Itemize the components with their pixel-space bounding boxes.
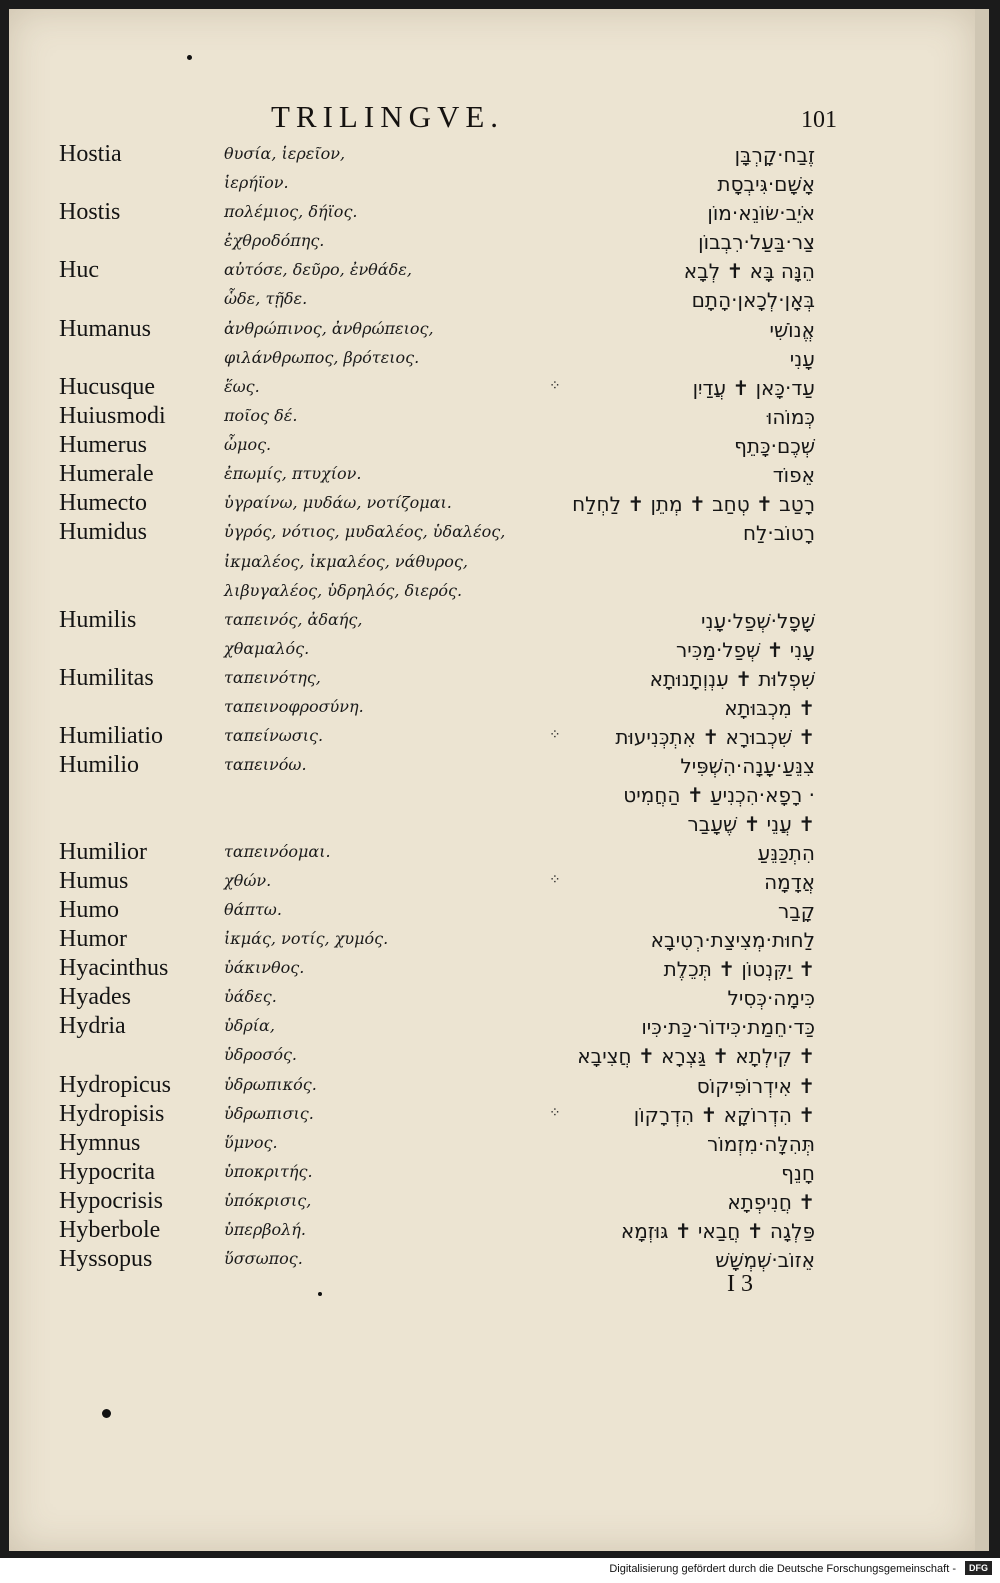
punctuation-mark: ⁘ <box>549 378 561 394</box>
dictionary-row <box>9 228 975 257</box>
dictionary-row <box>9 286 975 315</box>
greek-gloss: ὦμος. <box>224 435 272 454</box>
hebrew-gloss: ✝ חֲנִיפְתָא <box>727 1190 815 1214</box>
hebrew-gloss: ✝ שִׁכְבוּרָא ✝ אִתְכְּנִיעוּת <box>615 725 815 749</box>
hebrew-gloss: שָׁפָל·שְׁפַל·עָנִי <box>701 609 815 633</box>
greek-gloss: ὑδρία, <box>224 1016 275 1035</box>
latin-headword: Humerus <box>59 432 147 458</box>
latin-headword: Hypocrita <box>59 1159 155 1185</box>
latin-headword: Hydropisis <box>59 1101 165 1127</box>
latin-headword: Hostia <box>59 141 122 167</box>
hebrew-gloss: קָבַר <box>777 899 815 923</box>
dictionary-row <box>9 490 975 519</box>
dictionary-row <box>9 316 975 345</box>
dictionary-row <box>9 636 975 665</box>
dictionary-row <box>9 1246 975 1275</box>
greek-gloss: ὑάκινθος. <box>224 958 305 977</box>
running-title: TRILINGVE. <box>271 99 505 134</box>
hebrew-gloss: אָשָׁם·גִּיבְסָת <box>717 172 815 196</box>
ink-dot <box>102 1409 111 1418</box>
hebrew-gloss: חָנֵף <box>781 1161 815 1185</box>
greek-gloss: πολέμιος, δήϊος. <box>224 202 358 221</box>
hebrew-gloss: עָנִי <box>789 347 815 371</box>
greek-gloss: ὑπερβολή. <box>224 1220 306 1239</box>
dictionary-row <box>9 984 975 1013</box>
hebrew-gloss: ✝ יַקִּנְטוֹן ✝ תְּכֵלֶת <box>663 957 815 981</box>
greek-gloss: ποῖος δέ. <box>224 406 298 425</box>
greek-gloss: χθών. <box>224 871 272 890</box>
dictionary-row <box>9 781 975 810</box>
greek-gloss: ὕσσωπος. <box>224 1249 303 1268</box>
footer-credit: Digitalisierung gefördert durch die Deutsche Forschungsgemeinschaft - <box>609 1563 956 1575</box>
punctuation-mark: ⁘ <box>549 872 561 888</box>
latin-headword: Hucusque <box>59 374 155 400</box>
hebrew-gloss: כְּמוֹהוּ <box>766 405 815 429</box>
greek-gloss: ταπεινόομαι. <box>224 842 331 861</box>
dictionary-row <box>9 461 975 490</box>
latin-headword: Humilis <box>59 607 137 633</box>
dictionary-row <box>9 607 975 636</box>
hebrew-gloss: הֵנָּה בָּא ✝ לְבָא <box>683 259 815 283</box>
greek-gloss: ταπεινότης, <box>224 668 321 687</box>
dictionary-row <box>9 694 975 723</box>
hebrew-gloss: בְּאָן·לְכָאן·הָתָם <box>691 288 815 312</box>
greek-gloss: ὑποκριτής. <box>224 1162 313 1181</box>
latin-headword: Hostis <box>59 199 121 225</box>
dictionary-row <box>9 257 975 286</box>
greek-gloss: ταπεινοφροσύνη. <box>224 697 364 716</box>
book-page <box>9 9 975 1551</box>
dictionary-row <box>9 1217 975 1246</box>
latin-headword: Humanus <box>59 316 151 342</box>
dictionary-row <box>9 549 975 578</box>
hebrew-gloss: אֵפוֹד <box>772 463 815 487</box>
hebrew-gloss: זֶבַח·קָרְבָּן <box>734 143 815 167</box>
latin-headword: Hyssopus <box>59 1246 153 1272</box>
dfg-logo: DFG <box>965 1561 992 1575</box>
greek-gloss: ὑδροσός. <box>224 1045 297 1064</box>
greek-gloss: λιβυγαλέος, ὑδρηλός, διερός. <box>224 581 463 600</box>
latin-headword: Huiusmodi <box>59 403 166 429</box>
latin-headword: Humidus <box>59 519 148 545</box>
dictionary-row <box>9 374 975 403</box>
digitization-footer <box>0 1558 1000 1583</box>
dictionary-row <box>9 926 975 955</box>
greek-gloss: αὐτόσε, δεῦρο, ἐνθάδε, <box>224 260 412 279</box>
greek-gloss: θάπτω. <box>224 900 282 919</box>
hebrew-gloss: שְׁכֶם·כָּתֵף <box>734 434 815 458</box>
greek-gloss: ἰκμαλέος, ἰκμαλέος, νάθυρος, <box>224 552 468 571</box>
dictionary-row <box>9 345 975 374</box>
greek-gloss: φιλάνθρωπος, βρότειος. <box>224 348 420 367</box>
latin-headword: Hyades <box>59 984 131 1010</box>
latin-headword: Humerale <box>59 461 154 487</box>
dictionary-row <box>9 1130 975 1159</box>
dictionary-row <box>9 1101 975 1130</box>
signature-mark: I 3 <box>727 1271 753 1297</box>
hebrew-gloss: אֹיֵב·שׂוֹנֵא·מוֹן <box>707 201 815 225</box>
greek-gloss: ταπεινός, ἀδαής, <box>224 610 363 629</box>
dictionary-row <box>9 897 975 926</box>
greek-gloss: χθαμαλός. <box>224 639 310 658</box>
latin-headword: Huc <box>59 257 99 283</box>
dictionary-row <box>9 1042 975 1071</box>
dictionary-row <box>9 1188 975 1217</box>
latin-headword: Hydropicus <box>59 1072 171 1098</box>
hebrew-gloss: צִנֵּעַ·עָנָה·הִשְׁפִּיל <box>680 754 815 778</box>
hebrew-gloss: עָנִי ✝ שְׁפַל·מַכִּיר <box>676 638 815 662</box>
hebrew-gloss: אֵזוֹב·שְׁמְשָׁשׁ <box>715 1248 815 1272</box>
dictionary-row <box>9 199 975 228</box>
page-edge <box>975 9 989 1551</box>
greek-gloss: ἕως. <box>224 377 260 396</box>
greek-gloss: ὧδε, τῇδε. <box>224 289 308 308</box>
dictionary-row <box>9 141 975 170</box>
hebrew-gloss: כִּימָה·כְּסִיל <box>727 986 815 1010</box>
greek-gloss: ἰκμάς, νοτίς, χυμός. <box>224 929 389 948</box>
latin-headword: Hyacinthus <box>59 955 169 981</box>
hebrew-gloss: כַּד·חֵמַת·כִּידוֹר·כַּת·כִּיו <box>641 1015 815 1039</box>
dictionary-row <box>9 1159 975 1188</box>
hebrew-gloss: לַחוּת·מְצִיצַת·רְטִיבָא <box>650 928 815 952</box>
dictionary-row <box>9 1072 975 1101</box>
greek-gloss: ὑπόκρισις, <box>224 1191 312 1210</box>
hebrew-gloss: פַּלְגָה ✝ חֲבַאי ✝ גּוּזְמָא <box>620 1219 815 1243</box>
greek-gloss: ἐχθροδόπης. <box>224 231 325 250</box>
punctuation-mark: ⁘ <box>549 1105 561 1121</box>
hebrew-gloss: ✝ אִידְרוֹפִּיקוֹס <box>696 1074 815 1098</box>
dictionary-row <box>9 723 975 752</box>
greek-gloss: ὑάδες. <box>224 987 277 1006</box>
hebrew-gloss: עַד·כָּאן ✝ עֲדַיִן <box>692 376 815 400</box>
greek-gloss: ταπεινόω. <box>224 755 307 774</box>
dictionary-row <box>9 810 975 839</box>
latin-headword: Humo <box>59 897 119 923</box>
greek-gloss: ἀνθρώπινος, ἀνθρώπειος, <box>224 319 434 338</box>
dictionary-row <box>9 432 975 461</box>
hebrew-gloss: הִתְכַּנֵּעַ <box>757 841 815 865</box>
greek-gloss: ὑγραίνω, μυδάω, νοτίζομαι. <box>224 493 452 512</box>
greek-gloss: ταπείνωσις. <box>224 726 324 745</box>
dictionary-row <box>9 839 975 868</box>
punctuation-mark: ⁘ <box>549 727 561 743</box>
greek-gloss: θυσία, ἱερεῖον, <box>224 144 346 163</box>
ink-dot <box>318 1292 322 1296</box>
hebrew-gloss: ✝ עֲנֵי ✝ שֶׁעָבַר <box>687 812 815 836</box>
dictionary-row <box>9 403 975 432</box>
latin-headword: Humilior <box>59 839 147 865</box>
dictionary-row <box>9 1013 975 1042</box>
latin-headword: Hyberbole <box>59 1217 161 1243</box>
hebrew-gloss: רָטַב ✝ טְחַב ✝ מְתֵן ✝ לַחְלַח <box>572 492 815 516</box>
latin-headword: Hymnus <box>59 1130 141 1156</box>
latin-headword: Humor <box>59 926 127 952</box>
greek-gloss: ἱερήϊον. <box>224 173 289 192</box>
latin-headword: Humilio <box>59 752 140 778</box>
greek-gloss: ἐπωμίς, πτυχίον. <box>224 464 362 483</box>
dictionary-row <box>9 519 975 548</box>
hebrew-gloss: שִׁפְלוּת ✝ עִנְוְתָנוּתָא <box>649 667 815 691</box>
latin-headword: Hypocrisis <box>59 1188 163 1214</box>
latin-headword: Humecto <box>59 490 147 516</box>
page-number: 101 <box>801 107 837 133</box>
hebrew-gloss: ✝ הִדְרוֹקָא ✝ הִדְרָקוֹן <box>633 1103 815 1127</box>
hebrew-gloss: צַר·בַּעַל·רִבְבוֹן <box>698 230 815 254</box>
dictionary-row <box>9 868 975 897</box>
dictionary-row <box>9 170 975 199</box>
latin-headword: Humus <box>59 868 129 894</box>
hebrew-gloss: ✝ מִכְבּוּתָא <box>724 696 815 720</box>
dictionary-row <box>9 665 975 694</box>
hebrew-gloss: · רָפָא·הִכְנִיעַ ✝ הַחֲמִיט <box>623 783 815 807</box>
ink-dot <box>187 55 192 60</box>
hebrew-gloss: רָטוֹב·לַח <box>742 521 815 545</box>
dictionary-row <box>9 955 975 984</box>
latin-headword: Hydria <box>59 1013 126 1039</box>
greek-gloss: ὑδρωπισις. <box>224 1104 314 1123</box>
dictionary-row <box>9 578 975 607</box>
greek-gloss: ὑδρωπικός. <box>224 1075 317 1094</box>
greek-gloss: ὑγρός, νότιος, μυδαλέος, ὑδαλέος, <box>224 522 506 541</box>
hebrew-gloss: אֲדָמָה <box>764 870 815 894</box>
latin-headword: Humilitas <box>59 665 154 691</box>
hebrew-gloss: תְּהִלָּה·מִזְמוֹר <box>707 1132 815 1156</box>
latin-headword: Humiliatio <box>59 723 163 749</box>
hebrew-gloss: אֱנוֹשִׁי <box>769 318 815 342</box>
dictionary-row <box>9 752 975 781</box>
hebrew-gloss: ✝ קִילְתָא ✝ גַּצְרָא ✝ חֲצִיבָא <box>577 1044 815 1068</box>
greek-gloss: ὕμνος. <box>224 1133 278 1152</box>
